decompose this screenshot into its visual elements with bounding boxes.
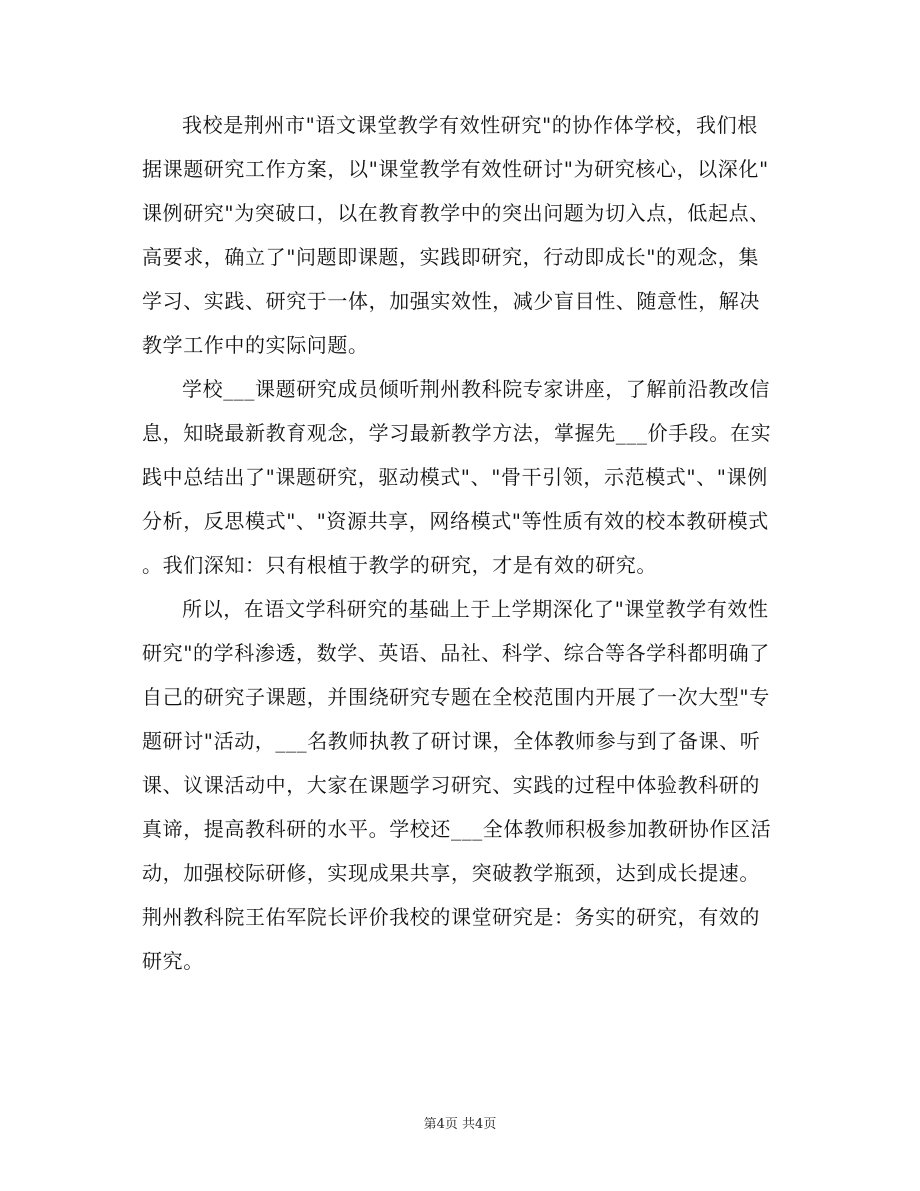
text-line: 我校是荆州市"语文课堂教学有效性研究"的协作体学校，我们根 xyxy=(182,113,758,137)
text-line: 学习、实践、研究于一体，加强实效性，减少盲目性、随意性，解决 xyxy=(142,289,760,313)
text-line: 研究。 xyxy=(142,949,204,973)
text-line: 自己的研究子课题，并围绕研究专题在全校范围内开展了一次大型"专 xyxy=(142,685,770,709)
text-line: 高要求，确立了"问题即课题，实践即研究，行动即成长"的观念，集 xyxy=(142,245,759,269)
text-line: 荆州教科院王佑军院长评价我校的课堂研究是：务实的研究，有效的 xyxy=(142,905,760,929)
text-line: 息，知晓最新教育观念，学习最新教学方法，掌握先___价手段。在实 xyxy=(142,421,772,445)
text-line: 课、议课活动中，大家在课题学习研究、实践的过程中体验教科研的 xyxy=(142,773,760,797)
text-line: 动，加强校际研修，实现成果共享，突破教学瓶颈，达到成长提速。 xyxy=(142,861,760,885)
text-line: 。我们深知：只有根植于教学的研究，才是有效的研究。 xyxy=(142,553,657,577)
text-line: 课例研究"为突破口，以在教育教学中的突出问题为切入点，低起点、 xyxy=(142,201,770,225)
text-line: 所以，在语文学科研究的基础上于上学期深化了"课堂教学有效性 xyxy=(182,597,769,621)
page-footer: 第4页 共4页 xyxy=(423,1117,497,1132)
body-text xyxy=(142,103,782,983)
text-line: 践中总结出了"课题研究，驱动模式"、"骨干引领，示范模式"、"课例 xyxy=(142,465,768,489)
text-line: 真谛，提高教科研的水平。学校还___全体教师积极参加教研协作区活 xyxy=(142,817,772,841)
text-line: 学校___课题研究成员倾听荆州教科院专家讲座，了解前沿教改信 xyxy=(182,377,770,401)
text-line: 据课题研究工作方案，以"课堂教学有效性研讨"为研究核心，以深化" xyxy=(142,157,769,181)
text-line: 分析，反思模式"、"资源共享，网络模式"等性质有效的校本教研模式 xyxy=(142,509,769,533)
text-line: 研究"的学科渗透，数学、英语、品社、科学、综合等各学科都明确了 xyxy=(142,641,770,665)
text-line: 题研讨"活动，___名教师执教了研讨课，全体教师参与到了备课、听 xyxy=(142,729,761,753)
text-line: 教学工作中的实际问题。 xyxy=(142,333,369,357)
